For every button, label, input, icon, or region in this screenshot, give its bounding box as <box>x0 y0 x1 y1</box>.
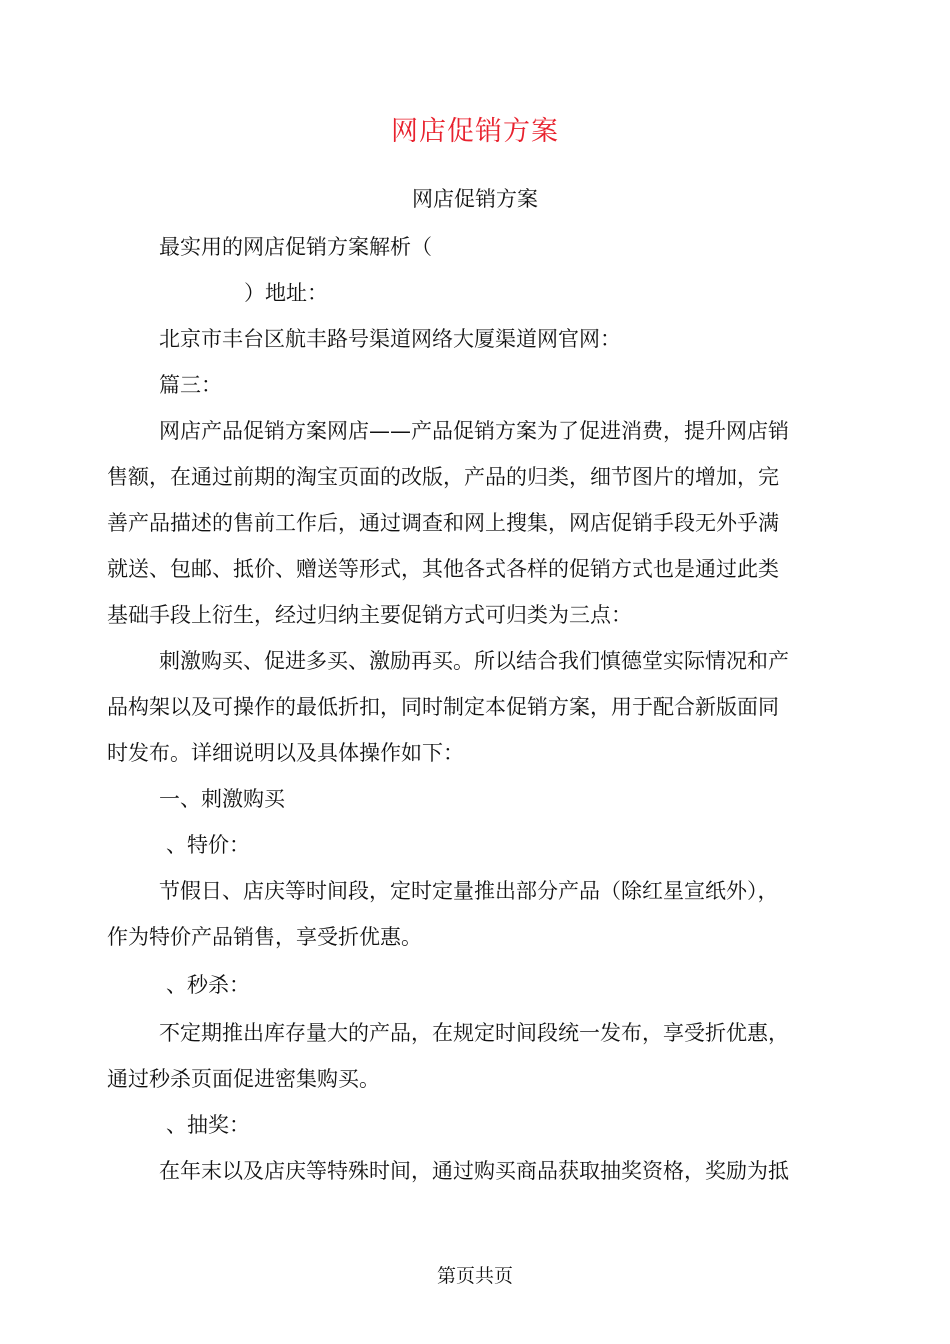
paragraph-line: 节假日、店庆等时间段，定时定量推出部分产品（除红星宣纸外）， <box>159 879 779 903</box>
intro-line: 最实用的网店促销方案解析（ <box>159 235 432 259</box>
paragraph-line: 网店产品促销方案网店——产品促销方案为了促进消费，提升网店销 <box>159 419 789 443</box>
address-label: ）地址： <box>244 281 328 305</box>
item-heading-flash-sale: 、秒杀： <box>166 973 250 997</box>
item-heading-lottery: 、抽奖： <box>166 1113 250 1137</box>
address-text: 北京市丰台区航丰路号渠道网络大厦渠道网官网： <box>159 327 621 351</box>
paragraph-line: 善产品描述的售前工作后，通过调查和网上搜集，网店促销手段无外乎满 <box>107 511 779 535</box>
paragraph-line: 在年末以及店庆等特殊时间，通过购买商品获取抽奖资格，奖励为抵 <box>159 1159 789 1183</box>
item-heading-special-price: 、特价： <box>166 833 250 857</box>
paragraph-line: 通过秒杀页面促进密集购买。 <box>107 1067 380 1091</box>
section-heading: 一、刺激购买 <box>159 787 285 811</box>
paragraph-line: 售额，在通过前期的淘宝页面的改版，产品的归类，细节图片的增加，完 <box>107 465 779 489</box>
page-footer: 第页共页 <box>436 1265 513 1287</box>
paragraph-line: 品构架以及可操作的最低折扣，同时制定本促销方案，用于配合新版面同 <box>107 695 779 719</box>
paragraph-line: 刺激购买、促进多买、激励再买。所以结合我们慎德堂实际情况和产 <box>159 649 789 673</box>
paragraph-line: 时发布。详细说明以及具体操作如下： <box>107 741 464 765</box>
document-title: 网店促销方案 <box>391 116 559 147</box>
paragraph-line: 就送、包邮、抵价、赠送等形式，其他各式各样的促销方式也是通过此类 <box>107 557 779 581</box>
paragraph-line: 作为特价产品销售，享受折优惠。 <box>107 925 422 949</box>
paragraph-line: 基础手段上衍生，经过归纳主要促销方式可归类为三点： <box>107 603 632 627</box>
document-subtitle: 网店促销方案 <box>412 187 538 211</box>
paragraph-line: 不定期推出库存量大的产品，在规定时间段统一发布，享受折优惠， <box>159 1021 789 1045</box>
chapter-heading: 篇三： <box>159 373 222 397</box>
